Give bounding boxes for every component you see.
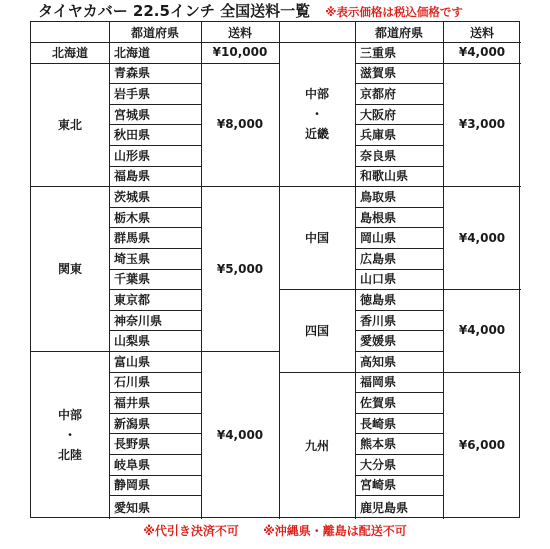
region-label-line: 中部 [57, 408, 82, 422]
region-tohoku: 東北 [57, 117, 82, 132]
prefecture-cell: 栃木県 [114, 210, 151, 225]
prefecture-cell: 熊本県 [360, 437, 397, 452]
prefecture-cell: 宮崎県 [360, 478, 397, 493]
title-row [38, 0, 463, 22]
prefecture-cell: 滋賀県 [360, 66, 397, 81]
prefecture-cell: 福島県 [114, 169, 151, 184]
prefecture-cell: 青森県 [114, 66, 151, 81]
prefecture-cell: 茨城県 [114, 189, 151, 204]
prefecture-cell: 千葉県 [114, 272, 151, 287]
prefecture-cell: 兵庫県 [360, 128, 397, 143]
prefecture-cell: 宮城県 [114, 107, 151, 122]
table-rule [355, 22, 356, 519]
region-label-line: 北陸 [57, 448, 82, 462]
prefecture-cell: 神奈川県 [114, 313, 163, 328]
region-kyushu: 九州 [304, 438, 329, 453]
prefecture-cell: 和歌山県 [360, 169, 409, 184]
prefecture-cell: 岐阜県 [114, 457, 151, 472]
page-title: タイヤカバー 22.5インチ 全国送料一覧 [38, 2, 311, 20]
cod-not-available-note: ※代引き決済不可 [143, 524, 239, 538]
fee-chubu: ¥4,000 [216, 428, 264, 442]
prefecture-cell: 佐賀県 [360, 395, 397, 410]
table-rule [201, 22, 202, 519]
fee-mie: ¥4,000 [458, 45, 506, 60]
prefecture-cell: 長野県 [114, 437, 151, 452]
region-label-line: ・ [63, 428, 76, 442]
table-rule [279, 22, 280, 519]
prefecture-cell: 山形県 [114, 148, 151, 163]
region-chugoku: 中国 [304, 231, 329, 246]
prefecture-cell: 島根県 [360, 210, 397, 225]
fee-chugoku: ¥4,000 [458, 230, 506, 245]
prefecture-cell: 静岡県 [114, 478, 151, 493]
prefecture-cell: 福岡県 [360, 375, 397, 390]
header-prefecture-left: 都道府県 [130, 25, 179, 40]
region-shikoku: 四国 [304, 323, 329, 338]
prefecture-cell: 福井県 [114, 395, 151, 410]
prefecture-cell: 東京都 [114, 292, 151, 307]
prefecture-cell: 愛知県 [114, 500, 151, 515]
prefecture-cell: 長崎県 [360, 416, 397, 431]
fee-hokkaido: ¥10,000 [212, 45, 268, 60]
tax-note: ※表示価格は税込価格です [325, 5, 463, 19]
table-rule [443, 22, 444, 519]
header-fee-right: 送料 [469, 25, 494, 40]
fee-kyushu: ¥6,000 [458, 438, 506, 453]
prefecture-cell: 岩手県 [114, 86, 151, 101]
fee-kinki: ¥3,000 [458, 117, 506, 132]
prefecture-cell: 埼玉県 [114, 251, 151, 266]
prefecture-cell: 大阪府 [360, 107, 397, 122]
prefecture-cell: 徳島県 [360, 292, 397, 307]
prefecture-cell: 鳥取県 [360, 189, 397, 204]
table-rule [109, 22, 110, 519]
prefecture-cell: 三重県 [360, 45, 397, 60]
prefecture-cell: 山梨県 [114, 334, 151, 349]
prefecture-cell: 新潟県 [114, 416, 151, 431]
region-label-line: ・ [310, 107, 323, 122]
prefecture-cell: 愛媛県 [360, 334, 397, 349]
prefecture-cell: 広島県 [360, 251, 397, 266]
region-kinki [279, 42, 355, 186]
region-label-line: 近畿 [304, 127, 329, 142]
prefecture-cell: 奈良県 [360, 148, 397, 163]
region-kanto: 関東 [57, 262, 82, 277]
fee-shikoku: ¥4,000 [458, 323, 506, 338]
prefecture-cell: 群馬県 [114, 231, 151, 246]
fee-kanto: ¥5,000 [216, 261, 264, 276]
shipping-fee-table [30, 21, 520, 518]
region-chubu [31, 351, 109, 519]
region-label-line: 中部 [304, 87, 329, 102]
prefecture-cell: 大分県 [360, 457, 397, 472]
okinawa-islands-note: ※沖縄県・離島は配送不可 [263, 524, 407, 538]
prefecture-cell: 京都府 [360, 86, 397, 101]
prefecture-cell: 香川県 [360, 313, 397, 328]
footer-notes [0, 522, 550, 539]
header-prefecture-right: 都道府県 [374, 25, 423, 40]
prefecture-cell: 石川県 [114, 375, 151, 390]
header-fee-left: 送料 [227, 25, 252, 40]
fee-tohoku: ¥8,000 [216, 117, 264, 132]
prefecture-cell: 北海道 [114, 45, 151, 60]
region-hokkaido: 北海道 [51, 45, 88, 60]
prefecture-cell: 富山県 [114, 354, 151, 369]
prefecture-cell: 山口県 [360, 272, 397, 287]
prefecture-cell: 岡山県 [360, 231, 397, 246]
prefecture-cell: 高知県 [360, 354, 397, 369]
prefecture-cell: 鹿児島県 [360, 500, 409, 515]
prefecture-cell: 秋田県 [114, 128, 151, 143]
